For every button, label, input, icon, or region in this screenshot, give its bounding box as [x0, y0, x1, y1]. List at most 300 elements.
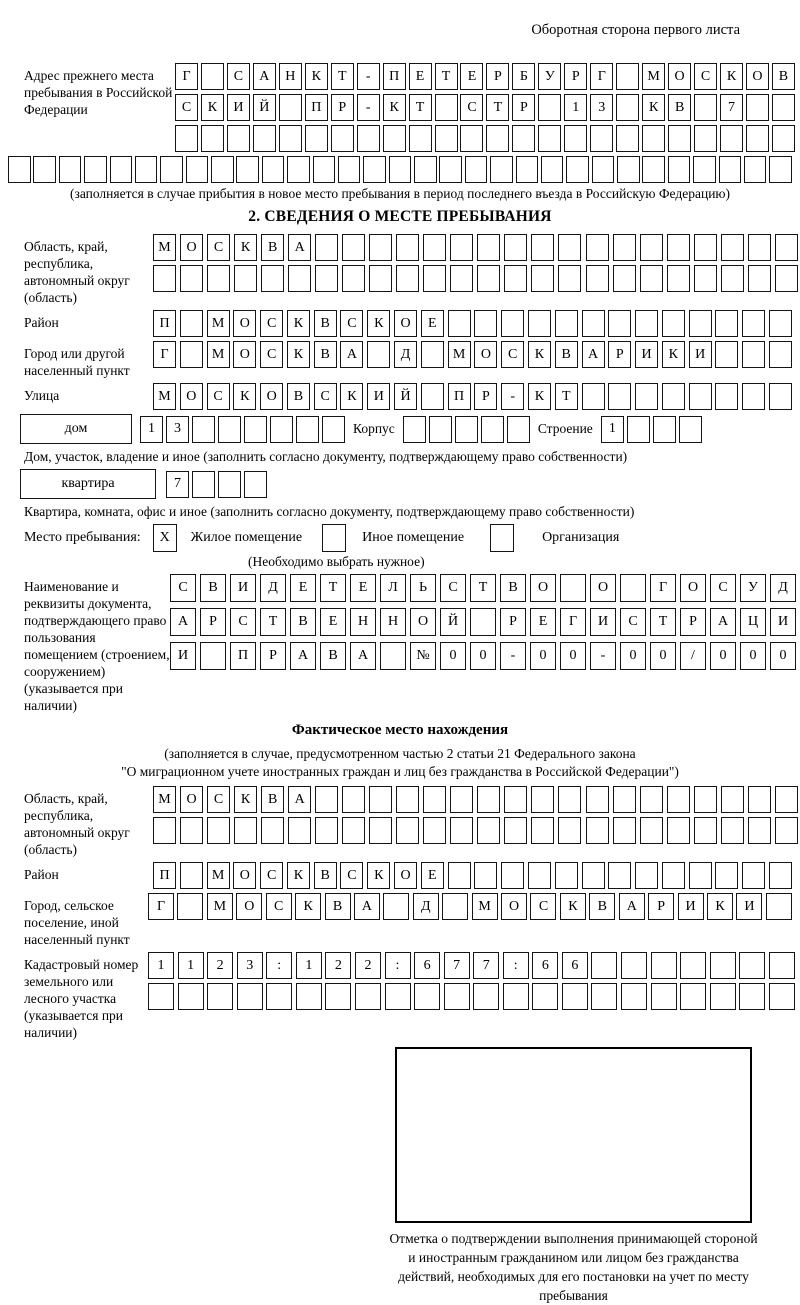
char-cell[interactable]: Е — [530, 608, 556, 636]
char-cell[interactable]: Р — [200, 608, 226, 636]
char-cell[interactable] — [450, 786, 473, 813]
char-cell[interactable] — [608, 310, 631, 337]
char-cell[interactable] — [501, 310, 524, 337]
char-cell[interactable]: Т — [260, 608, 286, 636]
char-cell[interactable] — [315, 786, 338, 813]
char-cell[interactable] — [477, 786, 500, 813]
char-cell[interactable] — [504, 234, 527, 261]
char-cell[interactable] — [342, 817, 365, 844]
char-cell[interactable]: : — [266, 952, 292, 979]
char-cell[interactable]: 6 — [414, 952, 440, 979]
char-cell[interactable] — [680, 952, 706, 979]
char-cell[interactable]: М — [153, 786, 176, 813]
char-cell[interactable]: К — [528, 383, 551, 410]
char-cell[interactable]: 1 — [564, 94, 587, 121]
char-cell[interactable] — [396, 234, 419, 261]
char-cell[interactable] — [689, 383, 712, 410]
char-cell[interactable] — [531, 234, 554, 261]
char-cell[interactable]: Б — [512, 63, 535, 90]
char-cell[interactable]: Е — [320, 608, 346, 636]
char-cell[interactable] — [287, 156, 310, 183]
char-cell[interactable] — [429, 416, 452, 443]
char-cell[interactable] — [279, 125, 302, 152]
char-cell[interactable]: - — [357, 63, 380, 90]
char-cell[interactable] — [369, 786, 392, 813]
char-cell[interactable]: Р — [648, 893, 674, 920]
char-cell[interactable] — [642, 125, 665, 152]
char-cell[interactable]: 1 — [140, 416, 163, 443]
cadastre-row-2[interactable] — [148, 983, 795, 1010]
char-cell[interactable] — [33, 156, 56, 183]
char-cell[interactable] — [414, 156, 437, 183]
char-cell[interactable]: П — [153, 310, 176, 337]
char-cell[interactable] — [342, 265, 365, 292]
char-cell[interactable]: 1 — [148, 952, 174, 979]
char-cell[interactable] — [680, 983, 706, 1010]
char-cell[interactable]: В — [314, 862, 337, 889]
char-cell[interactable] — [721, 265, 744, 292]
char-cell[interactable] — [180, 310, 203, 337]
char-cell[interactable] — [694, 94, 717, 121]
char-cell[interactable] — [414, 983, 440, 1010]
char-cell[interactable]: И — [770, 608, 796, 636]
char-cell[interactable]: А — [350, 642, 376, 670]
char-cell[interactable] — [383, 125, 406, 152]
char-cell[interactable]: М — [448, 341, 471, 368]
char-cell[interactable] — [748, 234, 771, 261]
char-cell[interactable] — [59, 156, 82, 183]
char-cell[interactable]: П — [153, 862, 176, 889]
char-cell[interactable]: К — [560, 893, 586, 920]
char-cell[interactable]: О — [233, 310, 256, 337]
char-cell[interactable]: У — [538, 63, 561, 90]
char-cell[interactable] — [769, 983, 795, 1010]
char-cell[interactable] — [473, 983, 499, 1010]
char-cell[interactable]: С — [340, 862, 363, 889]
char-cell[interactable]: 6 — [532, 952, 558, 979]
char-cell[interactable] — [720, 125, 743, 152]
char-cell[interactable]: О — [233, 862, 256, 889]
char-cell[interactable] — [616, 63, 639, 90]
char-cell[interactable] — [186, 156, 209, 183]
char-cell[interactable] — [721, 817, 744, 844]
char-cell[interactable] — [342, 234, 365, 261]
char-cell[interactable]: Т — [486, 94, 509, 121]
char-cell[interactable]: Г — [560, 608, 586, 636]
char-cell[interactable] — [662, 862, 685, 889]
char-cell[interactable] — [769, 156, 792, 183]
char-cell[interactable] — [744, 156, 767, 183]
char-cell[interactable]: К — [295, 893, 321, 920]
char-cell[interactable]: П — [383, 63, 406, 90]
char-cell[interactable] — [180, 341, 203, 368]
char-cell[interactable]: М — [153, 383, 176, 410]
char-cell[interactable] — [448, 310, 471, 337]
char-cell[interactable] — [582, 383, 605, 410]
char-cell[interactable]: 7 — [166, 471, 189, 498]
char-cell[interactable]: Й — [253, 94, 276, 121]
char-cell[interactable] — [651, 983, 677, 1010]
char-cell[interactable]: № — [410, 642, 436, 670]
char-cell[interactable]: М — [207, 893, 233, 920]
char-cell[interactable] — [288, 265, 311, 292]
char-cell[interactable]: Н — [350, 608, 376, 636]
char-cell[interactable]: И — [230, 574, 256, 602]
char-cell[interactable] — [721, 234, 744, 261]
char-cell[interactable]: Р — [260, 642, 286, 670]
char-cell[interactable] — [586, 265, 609, 292]
char-cell[interactable]: В — [668, 94, 691, 121]
char-cell[interactable] — [504, 786, 527, 813]
char-cell[interactable] — [244, 416, 267, 443]
char-cell[interactable] — [262, 156, 285, 183]
char-cell[interactable] — [421, 383, 444, 410]
char-cell[interactable] — [177, 893, 203, 920]
char-cell[interactable] — [444, 983, 470, 1010]
char-cell[interactable]: С — [530, 893, 556, 920]
char-cell[interactable]: С — [694, 63, 717, 90]
char-cell[interactable]: В — [287, 383, 310, 410]
char-cell[interactable] — [331, 125, 354, 152]
char-cell[interactable] — [448, 862, 471, 889]
char-cell[interactable]: И — [590, 608, 616, 636]
char-cell[interactable]: А — [253, 63, 276, 90]
char-cell[interactable] — [627, 416, 650, 443]
korpus-cells[interactable] — [403, 416, 530, 443]
char-cell[interactable] — [586, 786, 609, 813]
char-cell[interactable] — [769, 383, 792, 410]
char-cell[interactable] — [541, 156, 564, 183]
char-cell[interactable]: Е — [350, 574, 376, 602]
char-cell[interactable]: Ц — [740, 608, 766, 636]
char-cell[interactable]: Т — [470, 574, 496, 602]
char-cell[interactable]: - — [500, 642, 526, 670]
char-cell[interactable] — [582, 862, 605, 889]
char-cell[interactable] — [667, 265, 690, 292]
char-cell[interactable] — [562, 983, 588, 1010]
char-cell[interactable] — [261, 265, 284, 292]
char-cell[interactable] — [564, 125, 587, 152]
char-cell[interactable]: В — [290, 608, 316, 636]
char-cell[interactable] — [746, 125, 769, 152]
char-cell[interactable] — [715, 862, 738, 889]
char-cell[interactable]: С — [501, 341, 524, 368]
char-cell[interactable] — [667, 817, 690, 844]
char-cell[interactable] — [409, 125, 432, 152]
prev-address-row-3[interactable] — [175, 125, 795, 152]
char-cell[interactable] — [234, 817, 257, 844]
char-cell[interactable] — [504, 265, 527, 292]
char-cell[interactable]: 2 — [207, 952, 233, 979]
char-cell[interactable] — [450, 234, 473, 261]
char-cell[interactable] — [455, 416, 478, 443]
char-cell[interactable] — [385, 983, 411, 1010]
char-cell[interactable]: 7 — [473, 952, 499, 979]
char-cell[interactable]: В — [200, 574, 226, 602]
char-cell[interactable]: С — [340, 310, 363, 337]
char-cell[interactable] — [694, 817, 717, 844]
char-cell[interactable]: 0 — [470, 642, 496, 670]
char-cell[interactable]: : — [503, 952, 529, 979]
char-cell[interactable] — [435, 94, 458, 121]
char-cell[interactable] — [613, 265, 636, 292]
char-cell[interactable]: О — [394, 862, 417, 889]
char-cell[interactable]: О — [260, 383, 283, 410]
fact-region-row-1[interactable] — [153, 786, 798, 813]
char-cell[interactable] — [423, 817, 446, 844]
char-cell[interactable]: А — [340, 341, 363, 368]
char-cell[interactable] — [746, 94, 769, 121]
char-cell[interactable] — [288, 817, 311, 844]
char-cell[interactable]: Р — [331, 94, 354, 121]
char-cell[interactable] — [775, 817, 798, 844]
char-cell[interactable] — [538, 125, 561, 152]
char-cell[interactable]: Р — [500, 608, 526, 636]
char-cell[interactable] — [679, 416, 702, 443]
char-cell[interactable]: М — [207, 310, 230, 337]
char-cell[interactable]: 1 — [178, 952, 204, 979]
char-cell[interactable]: В — [261, 786, 284, 813]
char-cell[interactable]: Л — [380, 574, 406, 602]
char-cell[interactable] — [244, 471, 267, 498]
char-cell[interactable]: Й — [440, 608, 466, 636]
char-cell[interactable]: К — [287, 310, 310, 337]
char-cell[interactable]: Т — [409, 94, 432, 121]
char-cell[interactable]: 7 — [720, 94, 743, 121]
char-cell[interactable] — [207, 265, 230, 292]
char-cell[interactable] — [477, 265, 500, 292]
char-cell[interactable] — [470, 608, 496, 636]
char-cell[interactable] — [715, 310, 738, 337]
char-cell[interactable] — [503, 983, 529, 1010]
char-cell[interactable] — [305, 125, 328, 152]
char-cell[interactable] — [742, 862, 765, 889]
char-cell[interactable]: И — [170, 642, 196, 670]
char-cell[interactable] — [338, 156, 361, 183]
char-cell[interactable] — [775, 786, 798, 813]
char-cell[interactable] — [775, 234, 798, 261]
char-cell[interactable]: - — [501, 383, 524, 410]
char-cell[interactable] — [591, 952, 617, 979]
char-cell[interactable]: С — [175, 94, 198, 121]
prev-address-row-4[interactable] — [8, 156, 792, 183]
char-cell[interactable]: С — [260, 341, 283, 368]
char-cell[interactable]: С — [266, 893, 292, 920]
char-cell[interactable] — [721, 786, 744, 813]
char-cell[interactable]: С — [314, 383, 337, 410]
char-cell[interactable]: Т — [320, 574, 346, 602]
char-cell[interactable] — [560, 574, 586, 602]
char-cell[interactable] — [620, 574, 646, 602]
fact-city-row[interactable] — [148, 893, 792, 920]
char-cell[interactable]: Е — [460, 63, 483, 90]
char-cell[interactable]: Д — [260, 574, 286, 602]
char-cell[interactable] — [153, 817, 176, 844]
char-cell[interactable]: О — [180, 234, 203, 261]
char-cell[interactable] — [766, 893, 792, 920]
char-cell[interactable] — [621, 952, 647, 979]
char-cell[interactable] — [617, 156, 640, 183]
char-cell[interactable]: Т — [650, 608, 676, 636]
char-cell[interactable]: Т — [331, 63, 354, 90]
char-cell[interactable] — [739, 983, 765, 1010]
char-cell[interactable]: О — [410, 608, 436, 636]
char-cell[interactable]: Н — [279, 63, 302, 90]
char-cell[interactable] — [237, 983, 263, 1010]
document-row-2[interactable] — [170, 608, 796, 636]
region-row-2[interactable] — [153, 265, 798, 292]
char-cell[interactable] — [694, 786, 717, 813]
char-cell[interactable]: Й — [394, 383, 417, 410]
char-cell[interactable]: С — [260, 862, 283, 889]
char-cell[interactable]: А — [288, 234, 311, 261]
char-cell[interactable] — [442, 893, 468, 920]
char-cell[interactable]: Р — [680, 608, 706, 636]
char-cell[interactable] — [396, 786, 419, 813]
char-cell[interactable]: С — [207, 383, 230, 410]
char-cell[interactable] — [769, 310, 792, 337]
char-cell[interactable] — [369, 265, 392, 292]
char-cell[interactable]: 0 — [650, 642, 676, 670]
char-cell[interactable]: О — [394, 310, 417, 337]
char-cell[interactable]: К — [201, 94, 224, 121]
char-cell[interactable] — [380, 642, 406, 670]
char-cell[interactable] — [279, 94, 302, 121]
district-row[interactable] — [153, 310, 792, 337]
char-cell[interactable]: Р — [564, 63, 587, 90]
char-cell[interactable] — [640, 265, 663, 292]
char-cell[interactable] — [566, 156, 589, 183]
char-cell[interactable] — [635, 862, 658, 889]
char-cell[interactable]: Е — [421, 310, 444, 337]
char-cell[interactable] — [450, 817, 473, 844]
char-cell[interactable]: С — [230, 608, 256, 636]
char-cell[interactable]: 0 — [770, 642, 796, 670]
char-cell[interactable] — [653, 416, 676, 443]
char-cell[interactable] — [218, 416, 241, 443]
char-cell[interactable] — [178, 983, 204, 1010]
char-cell[interactable]: А — [619, 893, 645, 920]
char-cell[interactable] — [389, 156, 412, 183]
char-cell[interactable]: Т — [555, 383, 578, 410]
char-cell[interactable] — [586, 817, 609, 844]
char-cell[interactable] — [558, 817, 581, 844]
char-cell[interactable] — [403, 416, 426, 443]
char-cell[interactable]: А — [354, 893, 380, 920]
char-cell[interactable]: С — [710, 574, 736, 602]
char-cell[interactable] — [532, 983, 558, 1010]
char-cell[interactable] — [608, 862, 631, 889]
char-cell[interactable] — [555, 862, 578, 889]
street-row[interactable] — [153, 383, 792, 410]
char-cell[interactable] — [180, 817, 203, 844]
char-cell[interactable] — [528, 862, 551, 889]
char-cell[interactable]: В — [555, 341, 578, 368]
char-cell[interactable]: Д — [413, 893, 439, 920]
char-cell[interactable] — [460, 125, 483, 152]
char-cell[interactable]: К — [287, 341, 310, 368]
char-cell[interactable] — [192, 471, 215, 498]
char-cell[interactable] — [748, 817, 771, 844]
char-cell[interactable]: П — [305, 94, 328, 121]
char-cell[interactable] — [667, 234, 690, 261]
char-cell[interactable]: - — [590, 642, 616, 670]
char-cell[interactable] — [591, 983, 617, 1010]
char-cell[interactable] — [153, 265, 176, 292]
char-cell[interactable] — [558, 234, 581, 261]
char-cell[interactable]: 0 — [440, 642, 466, 670]
char-cell[interactable]: В — [500, 574, 526, 602]
char-cell[interactable] — [742, 341, 765, 368]
char-cell[interactable] — [315, 817, 338, 844]
char-cell[interactable] — [693, 156, 716, 183]
char-cell[interactable] — [325, 983, 351, 1010]
char-cell[interactable] — [84, 156, 107, 183]
char-cell[interactable]: К — [383, 94, 406, 121]
char-cell[interactable]: А — [290, 642, 316, 670]
char-cell[interactable]: У — [740, 574, 766, 602]
char-cell[interactable] — [207, 817, 230, 844]
char-cell[interactable] — [474, 310, 497, 337]
char-cell[interactable] — [369, 817, 392, 844]
char-cell[interactable] — [261, 817, 284, 844]
char-cell[interactable] — [439, 156, 462, 183]
char-cell[interactable] — [689, 310, 712, 337]
char-cell[interactable] — [296, 416, 319, 443]
char-cell[interactable] — [694, 234, 717, 261]
char-cell[interactable]: 2 — [325, 952, 351, 979]
char-cell[interactable]: В — [325, 893, 351, 920]
char-cell[interactable]: С — [620, 608, 646, 636]
char-cell[interactable] — [719, 156, 742, 183]
char-cell[interactable]: Е — [290, 574, 316, 602]
char-cell[interactable] — [8, 156, 31, 183]
char-cell[interactable]: 0 — [560, 642, 586, 670]
char-cell[interactable] — [477, 817, 500, 844]
char-cell[interactable]: 1 — [296, 952, 322, 979]
char-cell[interactable]: С — [440, 574, 466, 602]
char-cell[interactable] — [507, 416, 530, 443]
char-cell[interactable]: Ь — [410, 574, 436, 602]
char-cell[interactable] — [769, 952, 795, 979]
char-cell[interactable] — [218, 471, 241, 498]
char-cell[interactable]: К — [234, 786, 257, 813]
prev-address-row-2[interactable] — [175, 94, 795, 121]
char-cell[interactable] — [590, 125, 613, 152]
char-cell[interactable]: Г — [590, 63, 613, 90]
char-cell[interactable] — [486, 125, 509, 152]
residence-type-checkbox-inoe[interactable] — [322, 524, 346, 552]
char-cell[interactable]: А — [170, 608, 196, 636]
char-cell[interactable] — [192, 416, 215, 443]
char-cell[interactable]: М — [642, 63, 665, 90]
char-cell[interactable] — [383, 893, 409, 920]
char-cell[interactable]: А — [582, 341, 605, 368]
char-cell[interactable] — [558, 265, 581, 292]
char-cell[interactable] — [613, 817, 636, 844]
apartment-cells[interactable] — [166, 471, 267, 498]
char-cell[interactable] — [270, 416, 293, 443]
char-cell[interactable] — [694, 125, 717, 152]
char-cell[interactable] — [465, 156, 488, 183]
char-cell[interactable] — [516, 156, 539, 183]
char-cell[interactable] — [180, 862, 203, 889]
char-cell[interactable]: П — [448, 383, 471, 410]
char-cell[interactable] — [180, 265, 203, 292]
char-cell[interactable] — [555, 310, 578, 337]
char-cell[interactable] — [613, 786, 636, 813]
char-cell[interactable] — [668, 125, 691, 152]
